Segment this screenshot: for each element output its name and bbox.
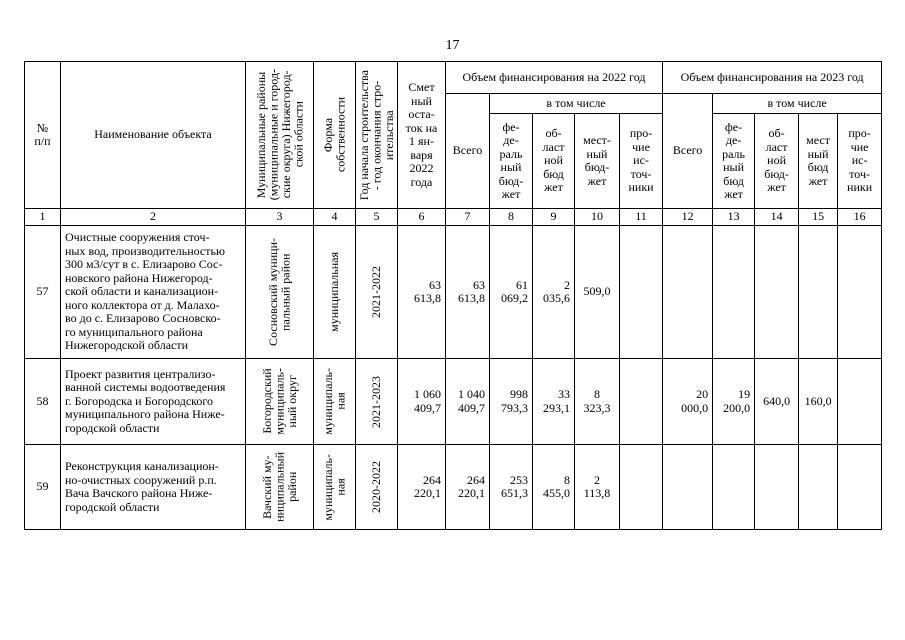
local-2023: 160,0 bbox=[799, 359, 838, 445]
years-cell bbox=[356, 445, 398, 530]
regional-2023: 640,0 bbox=[755, 359, 799, 445]
estimate-value: 63 613,8 bbox=[398, 226, 446, 359]
page-number: 17 bbox=[445, 38, 460, 53]
ownership-text: муниципальная bbox=[327, 252, 342, 332]
header-federal-2022: фе- де- раль ный бюд- жет bbox=[490, 114, 533, 209]
district-text: Богородский муниципаль- ный округ bbox=[259, 368, 299, 435]
header-total-2022: Всего bbox=[446, 94, 490, 209]
column-number: 12 bbox=[663, 209, 713, 226]
regional-2022: 2 035,6 bbox=[533, 226, 575, 359]
header-group-2023: Объем финансирования на 2023 год bbox=[663, 62, 882, 94]
column-number: 5 bbox=[356, 209, 398, 226]
header-row-1 bbox=[25, 62, 882, 94]
table-row bbox=[25, 359, 882, 445]
column-number: 16 bbox=[838, 209, 882, 226]
other-2022 bbox=[620, 359, 663, 445]
regional-2023 bbox=[755, 226, 799, 359]
years-text: 2021-2022 bbox=[369, 266, 384, 318]
column-number: 15 bbox=[799, 209, 838, 226]
header-ownership bbox=[314, 62, 356, 209]
header-regional-2023: об- ласт ной бюд- жет bbox=[755, 114, 799, 209]
column-number: 14 bbox=[755, 209, 799, 226]
header-incl-2022: в том числе bbox=[490, 94, 663, 114]
local-2023 bbox=[799, 445, 838, 530]
estimate-value: 264 220,1 bbox=[398, 445, 446, 530]
total-2023 bbox=[663, 226, 713, 359]
federal-2022: 998 793,3 bbox=[490, 359, 533, 445]
header-local-2022: мест- ный бюд- жет bbox=[575, 114, 620, 209]
regional-2023 bbox=[755, 445, 799, 530]
district-cell bbox=[246, 359, 314, 445]
header-federal-2023: фе- де- раль ный бюд жет bbox=[713, 114, 755, 209]
header-local-2023: мест ный бюд жет bbox=[799, 114, 838, 209]
other-2022 bbox=[620, 445, 663, 530]
financing-table bbox=[24, 61, 882, 530]
object-name: Очистные сооружения сточ- ных вод, производительностью 300 м3/сут в с. Елизарово Сос- новского района Нижегород- ской области и канализацион- ного коллектора от д. Малахо- во до с. Елизарово Сосновско- го муниципального района Нижегородской области bbox=[61, 226, 246, 359]
ownership-text: муниципаль- ная bbox=[321, 453, 348, 521]
header-total-2023: Всего bbox=[663, 94, 713, 209]
row-number: 57 bbox=[25, 226, 61, 359]
district-text: Вачский му- ниципальный район bbox=[259, 452, 299, 522]
column-number: 1 bbox=[25, 209, 61, 226]
total-2022: 264 220,1 bbox=[446, 445, 490, 530]
federal-2022: 61 069,2 bbox=[490, 226, 533, 359]
total-2022: 63 613,8 bbox=[446, 226, 490, 359]
federal-2023: 19 200,0 bbox=[713, 359, 755, 445]
regional-2022: 33 293,1 bbox=[533, 359, 575, 445]
other-2023 bbox=[838, 226, 882, 359]
column-number: 9 bbox=[533, 209, 575, 226]
column-number: 13 bbox=[713, 209, 755, 226]
object-name: Реконструкция канализацион- но-очистных сооружений р.п. Вача Вачского района Ниже- городской области bbox=[61, 445, 246, 530]
regional-2022: 8 455,0 bbox=[533, 445, 575, 530]
years-text: 2021-2023 bbox=[369, 375, 384, 428]
column-number: 4 bbox=[314, 209, 356, 226]
other-2023 bbox=[838, 445, 882, 530]
local-2023 bbox=[799, 226, 838, 359]
ownership-cell bbox=[314, 226, 356, 359]
district-text: Сосновский муници- пальный район bbox=[266, 238, 293, 346]
ownership-cell bbox=[314, 445, 356, 530]
object-name: Проект развития централизо- ванной системы водоотведения г. Богородска и Богородского муниципального района Ниже- городской области bbox=[61, 359, 246, 445]
federal-2023 bbox=[713, 445, 755, 530]
years-cell bbox=[356, 226, 398, 359]
ownership-text: муниципаль- ная bbox=[321, 368, 348, 435]
table-row bbox=[25, 226, 882, 359]
local-2022: 8 323,3 bbox=[575, 359, 620, 445]
header-district bbox=[246, 62, 314, 209]
total-2023: 20 000,0 bbox=[663, 359, 713, 445]
other-2023 bbox=[838, 359, 882, 445]
column-number: 11 bbox=[620, 209, 663, 226]
federal-2023 bbox=[713, 226, 755, 359]
column-number: 8 bbox=[490, 209, 533, 226]
header-regional-2022: об- ласт ной бюд жет bbox=[533, 114, 575, 209]
header-years bbox=[356, 62, 398, 209]
years-cell bbox=[356, 359, 398, 445]
header-district-text: Муниципальные районы (муниципальные и город- ские округа) Нижегород- ской области bbox=[253, 69, 305, 201]
column-number: 10 bbox=[575, 209, 620, 226]
total-2023 bbox=[663, 445, 713, 530]
local-2022: 2 113,8 bbox=[575, 445, 620, 530]
column-number: 7 bbox=[446, 209, 490, 226]
header-other-2022: про- чие ис- точ- ники bbox=[620, 114, 663, 209]
district-cell bbox=[246, 226, 314, 359]
row-number: 59 bbox=[25, 445, 61, 530]
local-2022: 509,0 bbox=[575, 226, 620, 359]
table-row bbox=[25, 445, 882, 530]
header-ownership-text: Форма собственности bbox=[321, 97, 348, 173]
header-other-2023: про- чие ис- точ- ники bbox=[838, 114, 882, 209]
column-number: 6 bbox=[398, 209, 446, 226]
other-2022 bbox=[620, 226, 663, 359]
header-group-2022: Объем финансирования на 2022 год bbox=[446, 62, 663, 94]
header-years-text: Год начала строительства - год окончания стро- ительства bbox=[356, 69, 396, 201]
header-estimate: Смет ный оста- ток на 1 ян- варя 2022 года bbox=[398, 62, 446, 209]
column-number: 2 bbox=[61, 209, 246, 226]
years-text: 2020-2022 bbox=[369, 461, 384, 513]
estimate-value: 1 060 409,7 bbox=[398, 359, 446, 445]
total-2022: 1 040 409,7 bbox=[446, 359, 490, 445]
column-number: 3 bbox=[246, 209, 314, 226]
district-cell bbox=[246, 445, 314, 530]
header-name: Наименование объекта bbox=[61, 62, 246, 209]
row-number: 58 bbox=[25, 359, 61, 445]
federal-2022: 253 651,3 bbox=[490, 445, 533, 530]
header-num: № п/п bbox=[25, 62, 61, 209]
ownership-cell bbox=[314, 359, 356, 445]
column-numbers-row bbox=[25, 209, 882, 226]
header-incl-2023: в том числе bbox=[713, 94, 882, 114]
